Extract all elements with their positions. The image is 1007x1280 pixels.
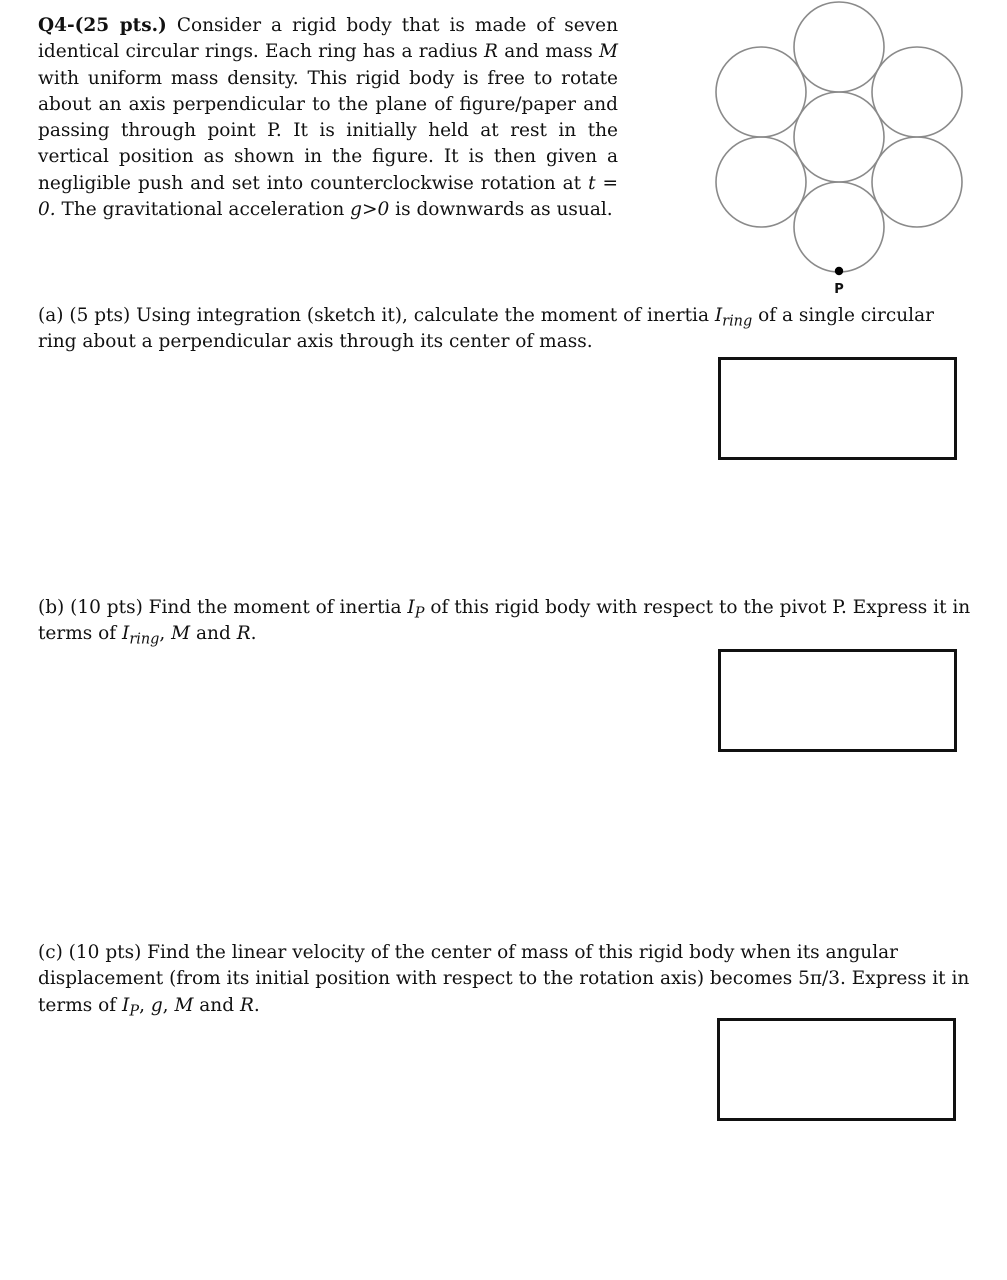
ring-bottom — [794, 182, 884, 272]
ring-upper-left — [716, 47, 806, 137]
pivot-point-dot — [835, 267, 843, 275]
part-a-text: (a) (5 pts) Using integration (sketch it), calculate the moment of inertia $I_{ring}$ of a single circular ring about a perpendicular axis through its center of mass. — [38, 305, 934, 353]
intro-line-3: with uniform mass density. This rigid body is free to rotate — [38, 67, 618, 89]
ring-top — [794, 2, 884, 92]
question-lead: Q4-(25 pts.) — [38, 15, 167, 36]
intro-line-2: identical circular rings. Each ring has a radius R and mass M — [38, 41, 618, 63]
i-p-symbol: $I_P$ — [407, 597, 425, 622]
intro-line-6: vertical position as shown in the figure. It is then given a — [38, 146, 618, 168]
pivot-label: P — [834, 282, 844, 297]
intro-line-5: passing through point P. It is initially held at rest in the — [38, 120, 618, 142]
intro-line-7: negligible push and set into counterclockwise rotation at t = — [38, 172, 619, 194]
seven-ring-figure — [700, 0, 980, 300]
ring-lower-left — [716, 137, 806, 227]
part-c-text: (c) (10 pts) Find the linear velocity of the center of mass of this rigid body when its angular displacement (from its initial position with respect to the rotation axis) becomes 5π/3. Express it in terms of $I_P$, g, M and R. — [38, 942, 970, 1020]
intro-line-4: about an axis perpendicular to the plane of figure/paper and — [38, 93, 618, 115]
answer-box-b[interactable] — [718, 649, 957, 752]
ring-lower-right — [872, 137, 962, 227]
question-intro — [38, 13, 618, 223]
i-ring-symbol: $I_{ring}$ — [714, 305, 753, 330]
intro-line-1: Q4-(25 pts.) Consider a rigid body that is made of seven — [38, 15, 618, 36]
part-b-text: (b) (10 pts) Find the moment of inertia $I_P$ of this rigid body with respect to the pivot P. Express it in terms of $I_{ring}$, M and R. — [38, 597, 971, 648]
answer-box-c[interactable] — [717, 1018, 956, 1121]
ring-center — [794, 92, 884, 182]
i-ring-symbol: $I_{ring}$ — [122, 623, 160, 648]
i-p-symbol: $I_P$ — [122, 994, 140, 1020]
intro-line-8: 0. The gravitational acceleration g>0 is downwards as usual. — [38, 199, 613, 221]
answer-box-a[interactable] — [718, 357, 957, 460]
ring-upper-right — [872, 47, 962, 137]
